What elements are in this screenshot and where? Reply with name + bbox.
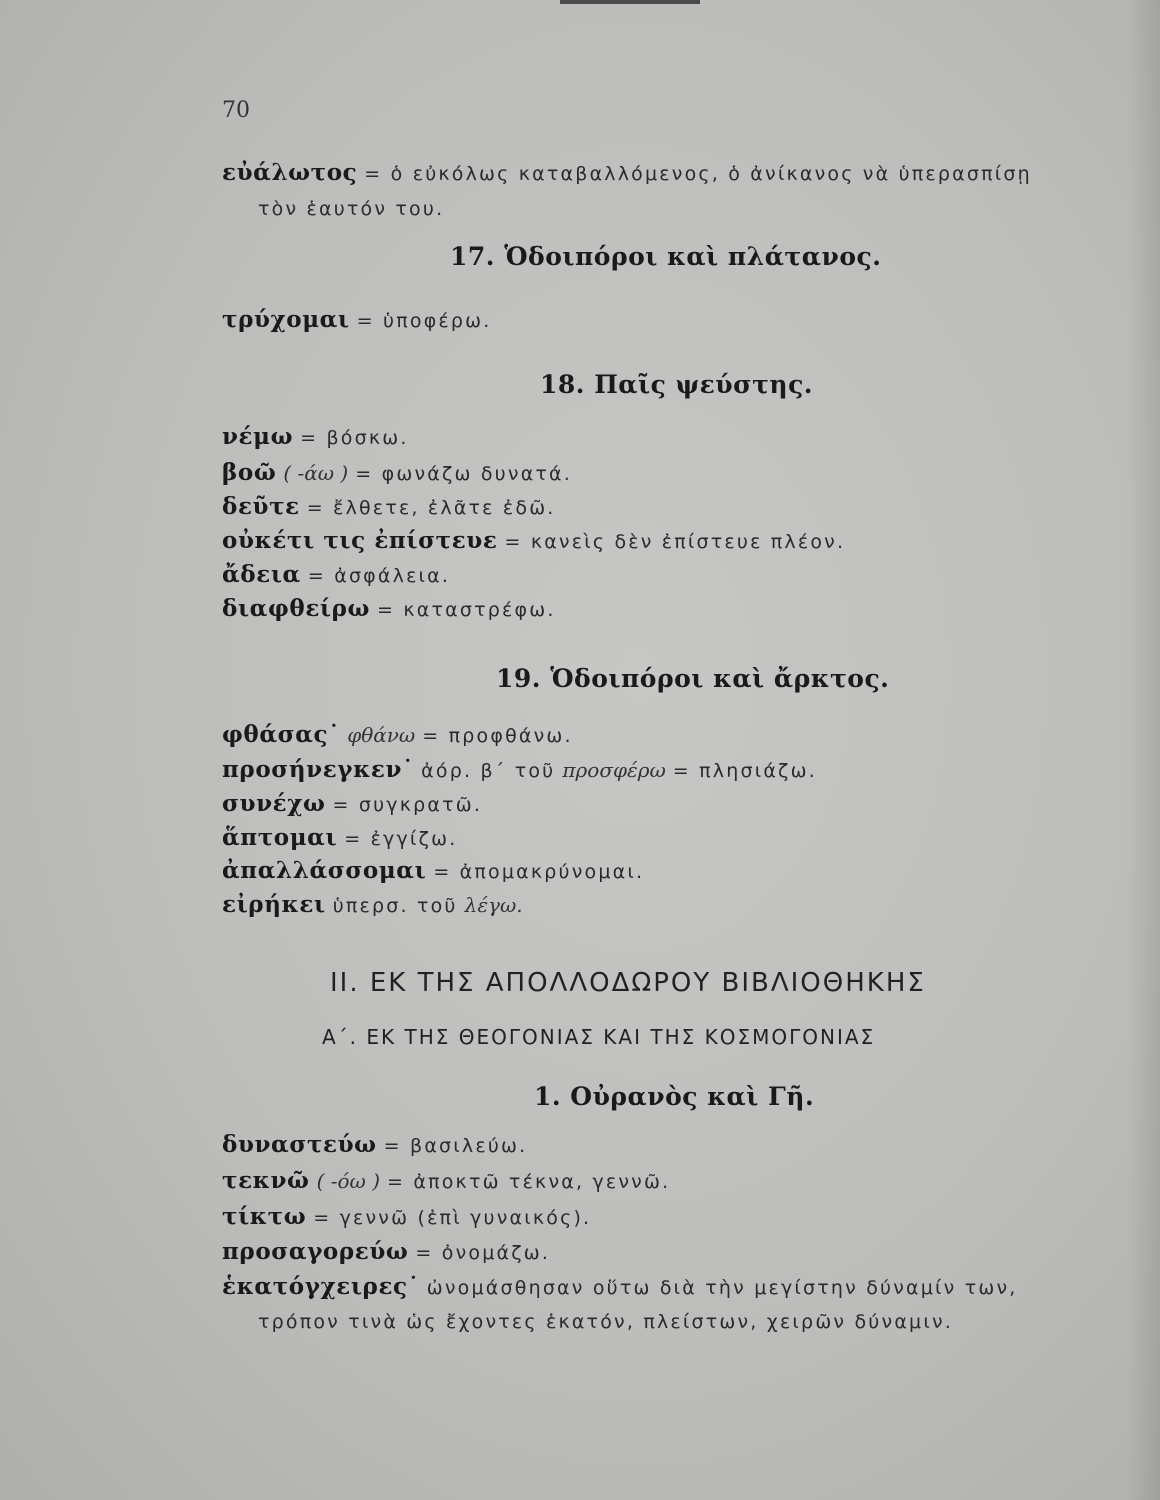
headword: τρύχομαι — [222, 306, 350, 333]
grammar-note: ( -όω ) — [316, 1169, 380, 1193]
headword: συνέχω — [222, 790, 326, 817]
grammar-note-verb: λέγω. — [464, 893, 523, 917]
entry — [222, 492, 556, 523]
definition: = ὑποφέρω. — [356, 310, 492, 332]
part-subtitle: Α΄. ΕΚ ΤΗΣ ΘΕΟΓΟΝΙΑΣ ΚΑΙ ΤΗΣ ΚΟΣΜΟΓΟΝΙΑΣ — [322, 1025, 876, 1049]
definition: = ἐγγίζω. — [344, 828, 458, 850]
entry — [222, 720, 573, 751]
definition-continuation: τὸν ἑαυτόν του. — [258, 198, 445, 220]
definition: ὠνομάσθησαν οὕτω διὰ τὴν μεγίστην δύναμίν των, — [426, 1277, 1018, 1299]
headword: ἀπαλλάσσομαι — [222, 857, 427, 884]
section-title-19: 19. Ὁδοιπόροι καὶ ἄρκτος. — [496, 664, 890, 693]
section-title-1: 1. Οὐρανὸς καὶ Γῆ. — [534, 1082, 815, 1111]
definition: = βόσκω. — [300, 427, 409, 449]
definition: = κανεὶς δὲν ἐπίστευε πλέον. — [504, 531, 846, 553]
headword: εὐάλωτος — [222, 159, 358, 186]
entry — [222, 823, 457, 854]
page-number: 70 — [222, 98, 250, 123]
definition: = καταστρέφω. — [377, 599, 556, 621]
entry — [222, 458, 572, 489]
scan-top-mark — [560, 0, 700, 4]
headword: ἅπτομαι — [222, 824, 338, 851]
headword: βοῶ — [222, 459, 277, 486]
entry — [222, 305, 492, 336]
section-title-17: 17. Ὁδοιπόροι καὶ πλάτανος. — [450, 242, 882, 271]
headword: δεῦτε — [222, 493, 300, 520]
definition: = ὀνομάζω. — [415, 1242, 551, 1264]
entry — [222, 890, 523, 921]
headword: προσαγορεύω — [222, 1238, 409, 1265]
entry — [222, 1166, 670, 1197]
definition: = φωνάζω δυνατά. — [355, 463, 573, 485]
headword: νέμω — [222, 423, 294, 450]
headword: οὐκέτι τις ἐπίστευε — [222, 527, 498, 554]
definition: = ἀπομακρύνομαι. — [433, 861, 645, 883]
definition: = ἔλθετε, ἐλᾶτε ἐδῶ. — [306, 497, 556, 519]
headword: προσήνεγκεν˙ — [222, 756, 415, 783]
definition: = ἀποκτῶ τέκνα, γεννῶ. — [387, 1171, 671, 1193]
entry-euálotos — [222, 158, 1032, 189]
definition: = πλησιάζω. — [672, 760, 817, 782]
headword: τίκτω — [222, 1203, 307, 1230]
headword: εἰρήκει — [222, 891, 326, 918]
part-title: II. ΕΚ ΤΗΣ ΑΠΟΛΛΟΔΩΡΟΥ ΒΙΒΛΙΟΘΗΚΗΣ — [330, 968, 926, 998]
grammar-note-verb: προσφέρω — [562, 758, 666, 782]
entry — [222, 856, 644, 887]
definition: = ἀσφάλεια. — [307, 565, 451, 587]
entry — [222, 1130, 527, 1161]
entry — [222, 1202, 591, 1233]
headword: δυναστεύω — [222, 1131, 377, 1158]
headword: διαφθείρω — [222, 595, 371, 622]
definition: = συγκρατῶ. — [332, 794, 483, 816]
definition: = προφθάνω. — [422, 725, 573, 747]
entry — [222, 422, 409, 453]
grammar-note: ( -άω ) — [283, 461, 349, 485]
page-edge-shadow — [1126, 0, 1160, 1500]
definition-continuation: τρόπον τινὰ ὡς ἔχοντες ἑκατόν, πλείστων, χειρῶν δύναμιν. — [258, 1311, 954, 1333]
entry — [222, 594, 556, 625]
headword: τεκνῶ — [222, 1167, 310, 1194]
entry — [222, 789, 482, 820]
headword: ἄδεια — [222, 561, 301, 588]
definition: = βασιλεύω. — [383, 1135, 528, 1157]
entry — [222, 1272, 1018, 1303]
entry — [222, 755, 817, 786]
entry-continuation — [258, 194, 444, 224]
entry — [222, 526, 845, 557]
grammar-note: ἀόρ. β΄ τοῦ — [421, 760, 556, 782]
headword: ἑκατόγχειρες˙ — [222, 1273, 420, 1300]
headword: φθάσας˙ — [222, 721, 341, 748]
grammar-note: φθάνω — [347, 723, 416, 747]
section-title-18: 18. Παῖς ψεύστης. — [540, 370, 814, 399]
grammar-note: ὑπερσ. τοῦ — [332, 895, 458, 917]
entry — [222, 1237, 550, 1268]
definition: = γεννῶ (ἐπὶ γυναικός). — [313, 1207, 592, 1229]
entry — [222, 560, 450, 591]
entry-continuation — [258, 1307, 953, 1337]
definition: = ὁ εὐκόλως καταβαλλόμενος, ὁ ἀνίκανος νὰ ὑπερασπίσῃ — [364, 163, 1032, 185]
